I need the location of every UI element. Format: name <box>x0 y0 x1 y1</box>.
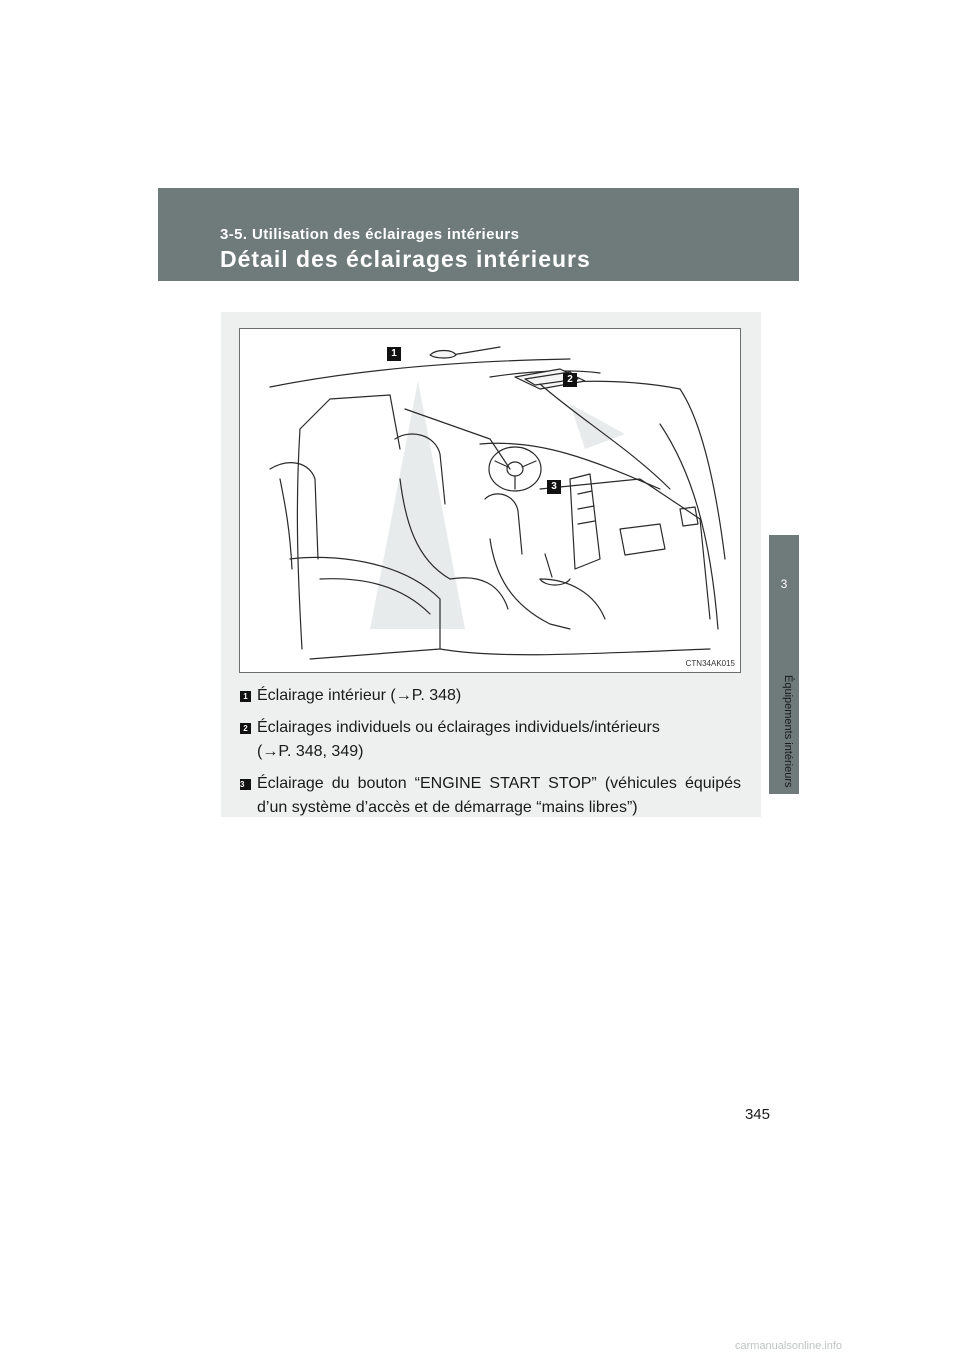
marker-2: 2 <box>240 723 251 734</box>
chapter-tab-label: Équipements intérieurs <box>782 675 794 788</box>
marker-3: 3 <box>240 779 251 790</box>
car-interior-drawing <box>240 329 740 672</box>
legend-item-3 <box>239 772 741 820</box>
legend-list <box>239 684 741 828</box>
chapter-header <box>158 188 799 281</box>
interior-illustration <box>239 328 741 673</box>
callout-1: 1 <box>387 347 401 361</box>
legend-text-2-line2: (→P. 348, 349) <box>257 743 364 760</box>
callout-3: 3 <box>547 480 561 494</box>
legend-item-1 <box>239 684 741 708</box>
page-title: Détail des éclairages intérieurs <box>220 246 591 272</box>
callout-2: 2 <box>563 373 577 387</box>
legend-item-2 <box>239 716 741 764</box>
figure-code: CTN34AK015 <box>685 659 735 668</box>
section-title: 3-5. Utilisation des éclairages intérieurs <box>220 226 520 243</box>
marker-1: 1 <box>240 691 251 702</box>
chapter-number: 3 <box>780 577 788 591</box>
legend-text-3: Éclairage du bouton “ENGINE START STOP” (véhicules équipés d’un système d’accès et de démarrage “mains libres”) <box>257 775 741 816</box>
page-number: 345 <box>744 1106 770 1123</box>
content-panel <box>221 312 761 817</box>
legend-text-1: Éclairage intérieur (→P. 348) <box>257 687 462 704</box>
legend-text-2-line1: Éclairages individuels ou éclairages individuels/intérieurs <box>257 719 660 736</box>
footer-watermark: carmanualsonline.info <box>735 1340 843 1352</box>
